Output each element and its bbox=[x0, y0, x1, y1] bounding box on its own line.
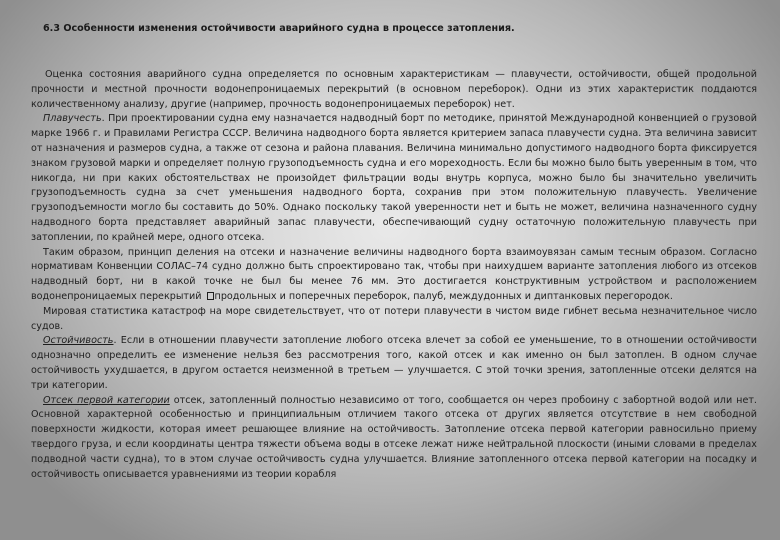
paragraph-first-category-text: отсек, затопленный полностью независимо от того, сообщается он через пробоину с забортной водой или нет. Основной характерной особенностью и принципиальным отличием такого отсека от других является отсутствие в нем свободной поверхности жидкости, которая имеет решающее влияние на остойчивость. Затопление отсека первой категории равносильно приему твердого груза, и если координаты центра тяжести объема воды в отсеке лежат ниже нейтральной плоскости (иными словами в пределах подводной части судна), то в этом случае остойчивость судна улучшается. Влияние затопленного отсека первой категории на посадку и остойчивость описывается уравнениями из теории корабля bbox=[31, 394, 757, 480]
paragraph-compartments bbox=[31, 246, 757, 305]
paragraph-buoyancy bbox=[31, 112, 757, 245]
paragraph-first-category bbox=[31, 394, 757, 483]
paragraph-stability-text: . Если в отношении плавучести затопление любого отсека влечет за собой ее уменьшение, то в отношении остойчивости однозначно определить ее изменение нельзя без рассмотрения того, какой отсек и как именно он был затоплен. В одном случае остойчивость ухудшается, в другом остается неизменной в третьем — улучшается. С этой точки зрения, затопленные отсеки делятся на три категории. bbox=[31, 335, 757, 391]
paragraph-intro: Оценка состояния аварийного судна определяется по основным характеристикам — плавучести, остойчивости, общей продольной прочности и местной прочности водонепроницаемых перекрытий (в основном переборок). Одни из этих характеристик поддаются количественному анализу, другие (например, прочность водонепроницаемых переборок) нет. bbox=[31, 69, 757, 110]
body-text bbox=[31, 68, 757, 482]
paragraph-stability bbox=[31, 334, 757, 393]
section-heading: 6.3 Особенности изменения остойчивости аварийного судна в процессе затопления. bbox=[43, 23, 515, 34]
paragraph-compartments-text-1: Таким образом, принцип деления на отсеки и назначение величины надводного борта взаимоувязан самым тесным образом. Согласно нормативам Конвенции СОЛАС–74 судно должно быть спроектировано так, чтобы при наихудшем варианте затопления любого из отсеков надводный борт, ни в какой точке не был бы менее 76 мм. Это достигается конструктивным устройством и расположением водонепроницаемых перекрытий bbox=[31, 246, 757, 302]
paragraph-compartments-text-2: продольных и поперечных переборок, палуб, междудонных и диптанковых перегородок. bbox=[214, 290, 673, 302]
paragraph-statistics: Мировая статистика катастроф на море свидетельствует, что от потери плавучести в чистом виде гибнет весьма незначительное число судов. bbox=[31, 305, 757, 332]
missing-glyph-box-icon bbox=[207, 292, 214, 300]
term-stability: Остойчивость bbox=[43, 335, 114, 347]
term-first-category: Отсек первой категории bbox=[43, 394, 170, 406]
paragraph-buoyancy-text: . При проектировании судна ему назначается надводный борт по методике, принятой Международной конвенцией о грузовой марке 1966 г. и Правилами Регистра СССР. Величина надводного борта является критерием запаса плавучести судна. Эта величина зависит от назначения и размеров судна, а также от сезона и района плавания. Величина минимально допустимого надводного борта фиксируется знаком грузовой марки и определяет полную грузоподъемность судна и его мореходность. Если бы можно было быть уверенным в том, что никогда, ни при каких обстоятельствах не произойдет фильтрации воды внутрь корпуса, можно было бы значительно увеличить грузоподъемность судна за счет уменьшения надводного борта, сохранив при этом положительную плавучесть. Увеличение грузоподъемности могло бы составить до 50%. Однако поскольку такой уверенности нет и быть не может, величина назначенного судну надводного борта представляет аварийный запас плавучести, обеспечивающий судну остаточную положительную плавучесть при затоплении, по крайней мере, одного отсека. bbox=[31, 113, 757, 243]
term-buoyancy: Плавучесть bbox=[43, 113, 102, 125]
